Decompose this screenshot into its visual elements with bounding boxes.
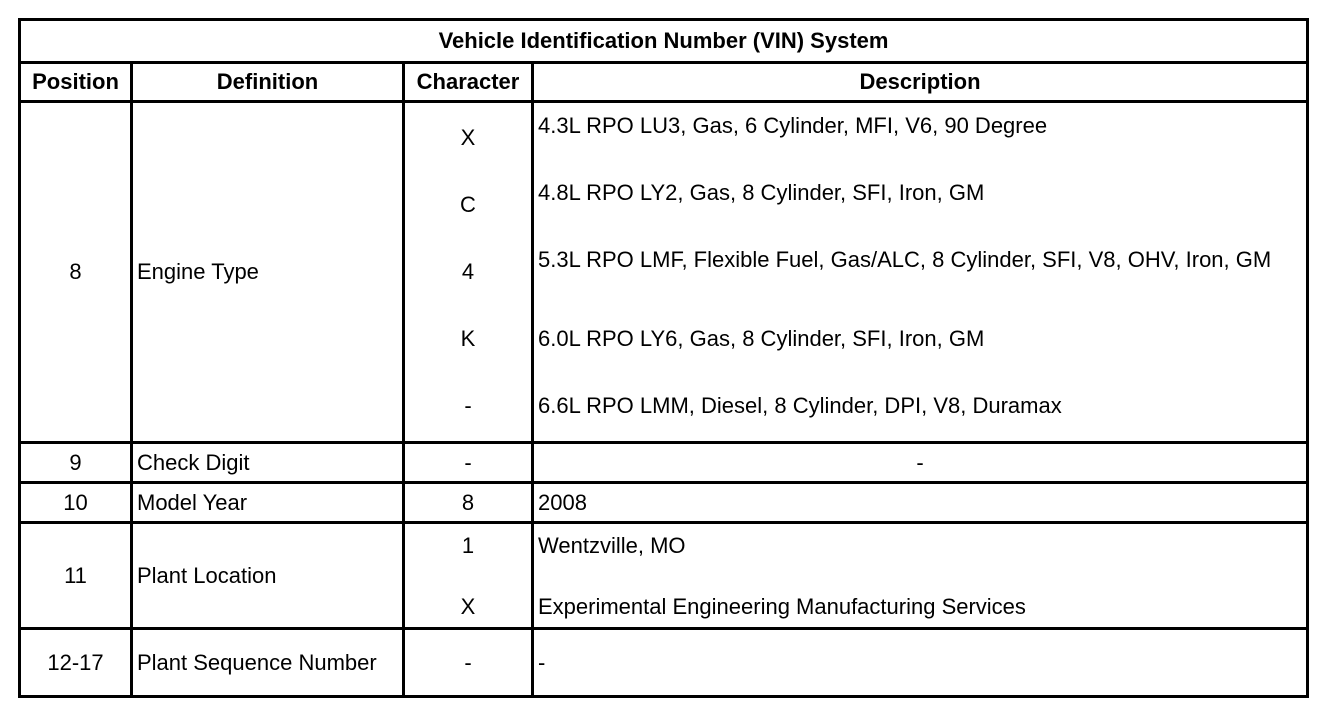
- header-position: Position: [20, 63, 132, 102]
- character-cell: [404, 523, 533, 629]
- header-definition: Definition: [132, 63, 404, 102]
- description-cell: [533, 523, 1308, 629]
- character-item: X: [460, 124, 476, 150]
- description-cell: -: [533, 629, 1308, 697]
- character-item: K: [460, 325, 476, 351]
- character-cell: [404, 102, 533, 443]
- description-item: 6.6L RPO LMM, Diesel, 8 Cylinder, DPI, V8, Duramax: [538, 392, 1062, 418]
- description-item: 6.0L RPO LY6, Gas, 8 Cylinder, SFI, Iron, GM: [538, 325, 985, 351]
- header-description: Description: [533, 63, 1308, 102]
- position-cell: 9: [20, 443, 132, 483]
- position-cell: 8: [20, 102, 132, 443]
- table-row-plant-sequence: [20, 629, 1308, 697]
- position-cell: 10: [20, 483, 132, 523]
- table-title: Vehicle Identification Number (VIN) System: [20, 20, 1308, 63]
- description-item: 5.3L RPO LMF, Flexible Fuel, Gas/ALC, 8 Cylinder, SFI, V8, OHV, Iron, GM: [538, 246, 1272, 272]
- definition-cell: Plant Location: [132, 523, 404, 629]
- character-item: C: [460, 191, 476, 217]
- character-item: -: [464, 392, 472, 418]
- definition-cell: Check Digit: [132, 443, 404, 483]
- header-row: [20, 63, 1308, 102]
- character-item: 4: [461, 258, 475, 284]
- definition-cell: Engine Type: [132, 102, 404, 443]
- table-row-engine-type: [20, 102, 1308, 443]
- character-cell: 8: [404, 483, 533, 523]
- definition-cell: Model Year: [132, 483, 404, 523]
- header-character: Character: [404, 63, 533, 102]
- definition-cell: Plant Sequence Number: [132, 629, 404, 697]
- character-item: 1: [461, 533, 475, 558]
- table-row-model-year: [20, 483, 1308, 523]
- table-row-plant-location: [20, 523, 1308, 629]
- description-item: 4.3L RPO LU3, Gas, 6 Cylinder, MFI, V6, 90 Degree: [538, 112, 1048, 138]
- description-item: 4.8L RPO LY2, Gas, 8 Cylinder, SFI, Iron, GM: [538, 179, 985, 205]
- vin-table: [18, 18, 1309, 698]
- character-list: [409, 105, 527, 440]
- description-list: [538, 105, 1302, 440]
- character-list: [409, 527, 527, 624]
- character-cell: -: [404, 443, 533, 483]
- character-cell: -: [404, 629, 533, 697]
- table-row-check-digit: [20, 443, 1308, 483]
- title-row: [20, 20, 1308, 63]
- position-cell: 12-17: [20, 629, 132, 697]
- description-list: [538, 527, 1302, 624]
- description-cell: -: [533, 443, 1308, 483]
- description-item: Experimental Engineering Manufacturing Services: [538, 594, 1026, 619]
- description-item: Wentzville, MO: [538, 533, 686, 558]
- description-cell: [533, 102, 1308, 443]
- character-item: X: [460, 594, 476, 619]
- description-cell: 2008: [533, 483, 1308, 523]
- position-cell: 11: [20, 523, 132, 629]
